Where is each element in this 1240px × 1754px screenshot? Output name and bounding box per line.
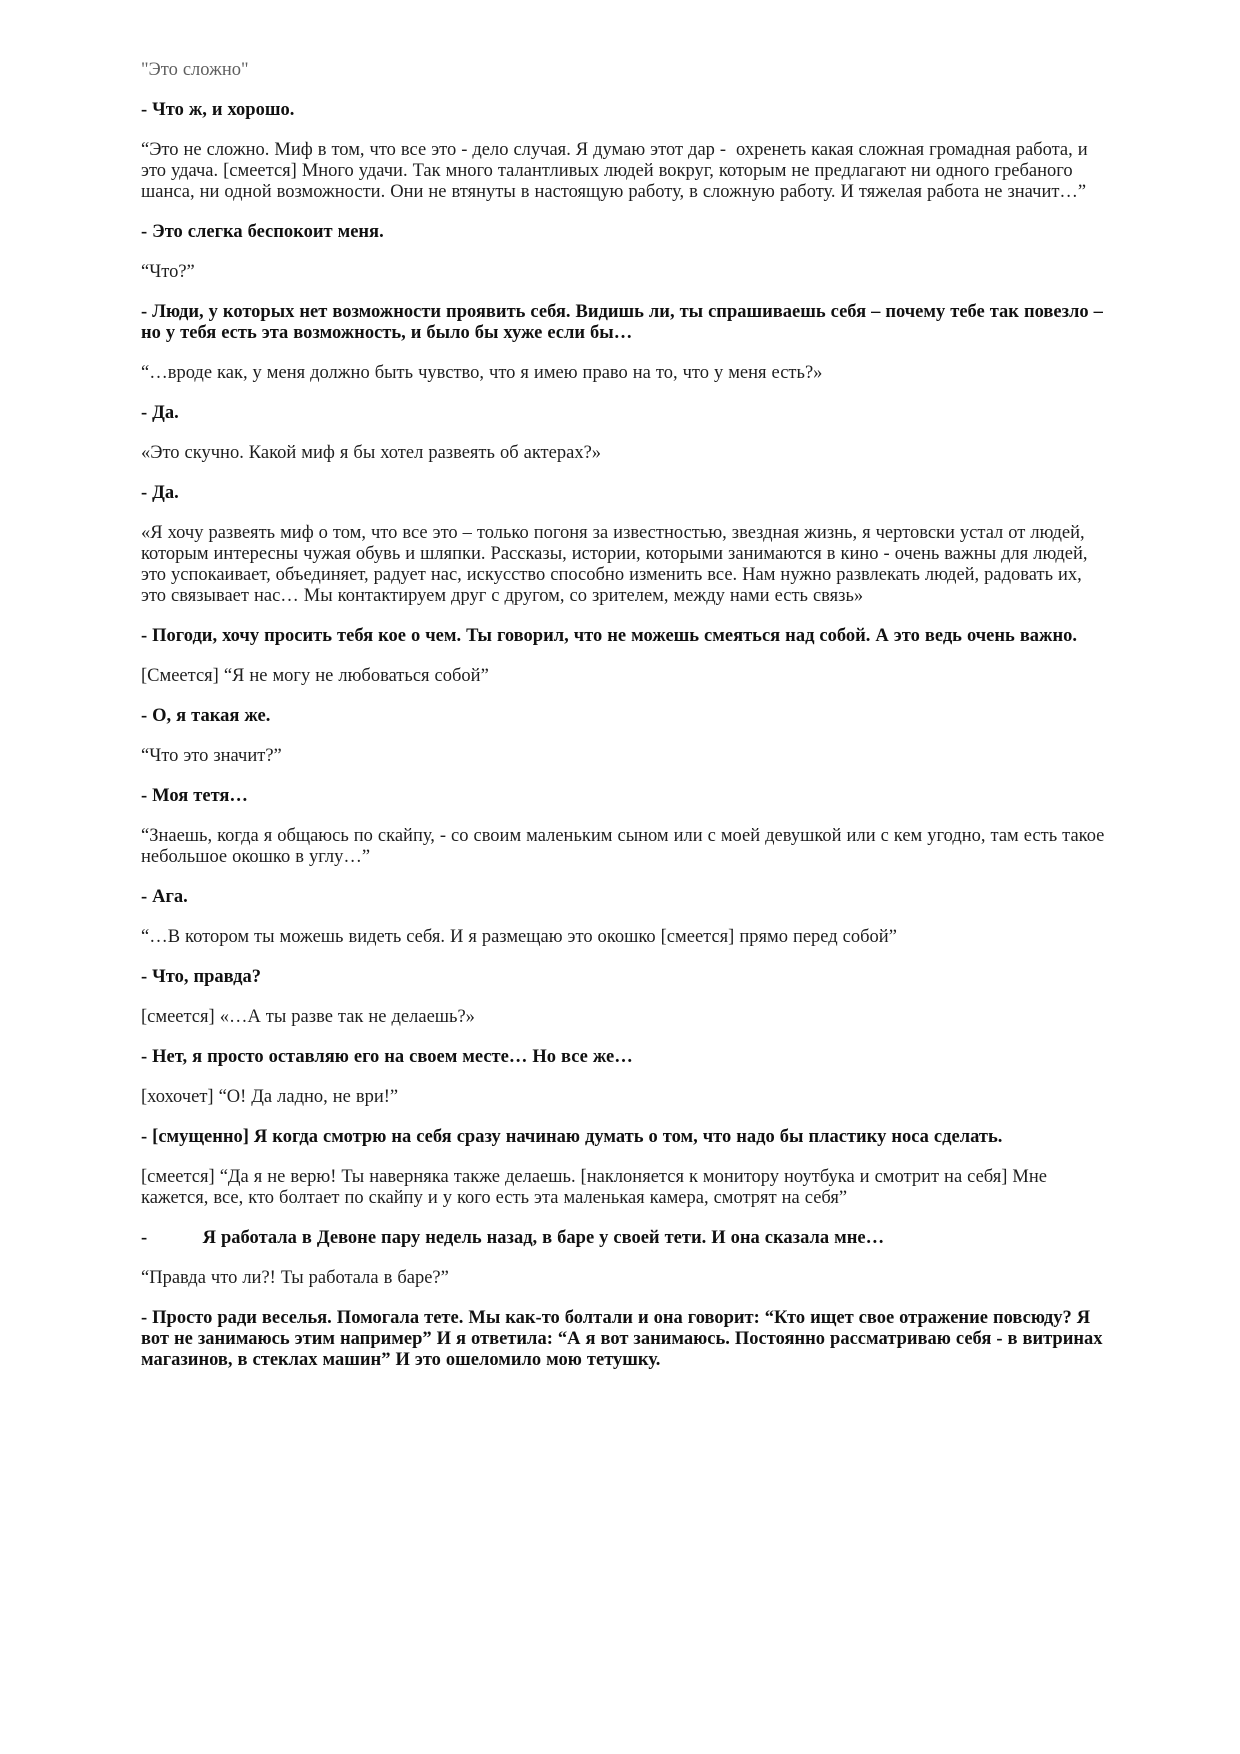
interviewee-paragraph: “Что это значит?” — [141, 746, 282, 766]
interviewer-paragraph: - Что, правда? — [141, 967, 262, 987]
interviewee-paragraph: “Что?” — [141, 262, 195, 282]
interviewee-paragraph: [хохочет] “О! Да ладно, не ври!” — [141, 1087, 399, 1107]
interviewee-paragraph: “…В котором ты можешь видеть себя. И я размещаю это окошко [смеется] прямо перед собой” — [141, 927, 897, 947]
interviewer-paragraph: - Да. — [141, 483, 179, 503]
interviewee-paragraph: “Правда что ли?! Ты работала в баре?” — [141, 1268, 449, 1288]
interviewer-paragraph: - [смущенно] Я когда смотрю на себя сразу начинаю думать о том, что надо бы пластику носа сделать. — [141, 1127, 1003, 1147]
interviewer-paragraph: - Нет, я просто оставляю его на своем месте… Но все же… — [141, 1047, 633, 1067]
interviewer-paragraph: - Что ж, и хорошо. — [141, 100, 295, 120]
interviewer-paragraph: - Моя тетя… — [141, 786, 248, 806]
interviewer-paragraph: - Да. — [141, 403, 179, 423]
interviewee-paragraph: [Смеется] “Я не могу не любоваться собой” — [141, 666, 489, 686]
interviewer-paragraph: - Ага. — [141, 887, 188, 907]
interviewer-paragraph: - Люди, у которых нет возможности проявить себя. Видишь ли, ты спрашиваешь себя – почему тебе так повезло – но у тебя есть эта возможность, и было бы хуже если бы… — [141, 302, 1103, 343]
interviewee-paragraph: “Это не сложно. Миф в том, что все это - дело случая. Я думаю этот дар - охренеть какая сложная громадная работа, и это удача. [смеется] Много удачи. Так много талантливых людей вокруг, которым не предлагают ни одного гребаного шанса, ни одной возможности. Они не втянуты в настоящую работу, в сложную работу. И тяжелая работа не значит…” — [141, 140, 1088, 202]
interviewer-paragraph: - Погоди, хочу просить тебя кое о чем. Ты говорил, что не можешь смеяться над собой. А это ведь очень важно. — [141, 626, 1078, 646]
interviewee-paragraph: [смеется] «…А ты разве так не делаешь?» — [141, 1007, 475, 1027]
interviewee-paragraph: “Знаешь, когда я общаюсь по скайпу, - со своим маленьким сыном или с моей девушкой или с кем угодно, там есть такое небольшое окошко в углу…” — [141, 826, 1105, 867]
interviewee-paragraph: [смеется] “Да я не верю! Ты наверняка также делаешь. [наклоняется к монитору ноутбука и смотрит на себя] Мне кажется, все, кто болтает по скайпу и у кого есть эта маленькая камера, смотрят на себя” — [141, 1167, 1047, 1208]
interviewer-paragraph: - Просто ради веселья. Помогала тете. Мы как-то болтали и она говорит: “Кто ищет свое отражение повсюду? Я вот не занимаюсь этим например” И я ответила: “А я вот занимаюсь. Постоянно рассматриваю себя - в витринах магазинов, в стеклах машин” И это ошеломило мою тетушку. — [141, 1308, 1103, 1370]
interviewer-paragraph: - Я работала в Девоне пару недель назад, в баре у своей тети. И она сказала мне… — [141, 1228, 885, 1248]
interviewee-paragraph: “…вроде как, у меня должно быть чувство, что я имею право на то, что у меня есть?» — [141, 363, 823, 383]
interviewee-paragraph: «Я хочу развеять миф о том, что все это – только погоня за известностью, звездная жизнь, я чертовски устал от людей, которым интересны чужая обувь и шляпки. Рассказы, истории, которыми занимаются в кино - очень важны для людей, это успокаивает, объединяет, радует нас, искусство способно изменить все. Нам нужно развлекать людей, радовать их, это связывает нас… Мы контактируем друг с другом, со зрителем, между нами есть связь» — [141, 523, 1088, 606]
interviewer-paragraph: - О, я такая же. — [141, 706, 271, 726]
interviewee-paragraph: "Это сложно" — [141, 60, 249, 80]
interviewee-paragraph: «Это скучно. Какой миф я бы хотел развеять об актерах?» — [141, 443, 602, 463]
interviewer-paragraph: - Это слегка беспокоит меня. — [141, 222, 384, 242]
transcript-body — [141, 60, 1108, 1390]
